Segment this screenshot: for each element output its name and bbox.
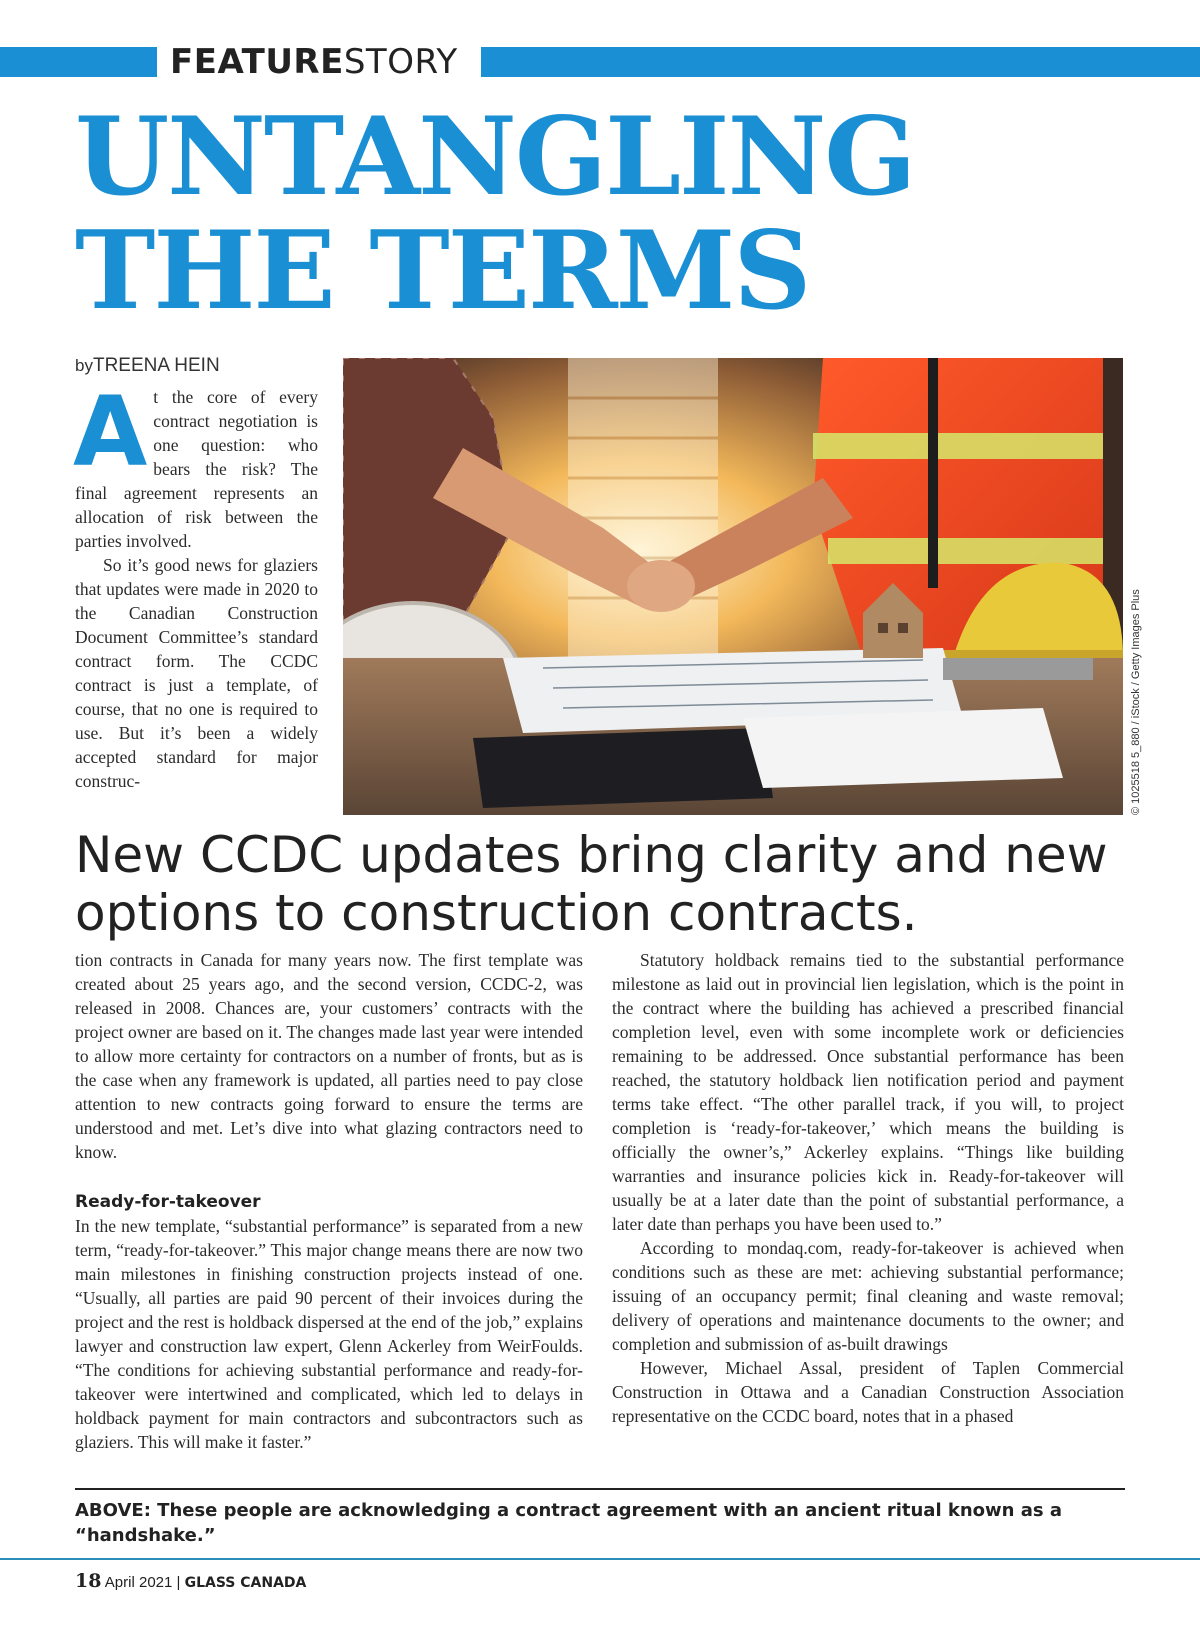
- kicker-light: STORY: [343, 42, 458, 82]
- footer-separator: |: [176, 1574, 181, 1591]
- section-subhead: Ready-for-takeover: [75, 1192, 261, 1212]
- page-number: 18: [75, 1570, 102, 1592]
- kicker-bold: FEATURE: [170, 42, 344, 82]
- headline-line-1: UNTANGLING: [75, 94, 915, 220]
- section-kicker: [170, 40, 458, 84]
- footer-rule: [0, 1558, 1200, 1560]
- handshake-photo-art: [343, 358, 1123, 815]
- body-right-paragraph-2: According to mondaq.com, ready-for-takeover is achieved when conditions such as these are met: achieving substantial performance; issuing of an occupancy permit; final cleaning and waste removal; delivery of operations and maintenance documents to the owner; and completion and submission of as-built drawings: [612, 1238, 1124, 1354]
- byline-author: TREENA HEIN: [92, 355, 220, 376]
- deck-subheadline: New CCDC updates bring clarity and new options to construction contracts.: [75, 826, 1108, 942]
- page-footer: [75, 1570, 306, 1592]
- issue-date: April 2021: [104, 1574, 173, 1591]
- header-band-left: [0, 47, 157, 77]
- drop-cap: A: [73, 376, 148, 488]
- byline: [75, 355, 220, 377]
- intro-paragraph-1: [73, 376, 318, 553]
- headline: [75, 94, 1075, 334]
- body-right-paragraph-1: Statutory holdback remains tied to the substantial performance milestone as laid out in provincial lien legislation, which is the point in the contract where the building has achieved a prescribed financial completion level, even with some incomplete work or deficiencies remaining to be addressed. Once substantial performance has been reached, the statutory holdback lien notification period and payment terms take effect. “The other parallel track, if you will, to project completion is ‘ready-for-takeover,’ which means the building is officially the owner’s,” Ackerley explains. “Things like building warranties and insurance policies kick in. Ready-for-takeover will usually be at a later date than the point of substantial performance, a later date than perhaps you have been used to.”: [612, 950, 1124, 1234]
- intro-paragraph-2: So it’s good news for glaziers that updates were made in 2020 to the Canadian Construction Document Committee’s standard contract form. The CCDC contract is just a template, of course, that no one is required to use. But it’s been a widely accepted standard for major construc-: [75, 555, 318, 791]
- intro-column: [73, 376, 318, 793]
- header-band-right: [481, 47, 1200, 77]
- handshake-photo: [343, 358, 1123, 815]
- headline-line-2: THE TERMS: [75, 208, 810, 334]
- caption-rule: [75, 1488, 1125, 1490]
- photo-caption: ABOVE: These people are acknowledging a contract agreement with an ancient ritual known as a “handshake.”: [75, 1500, 1063, 1546]
- byline-prefix: by: [75, 356, 93, 375]
- body-column-right: [612, 948, 1124, 1428]
- body-right-paragraph-3: However, Michael Assal, president of Taplen Commercial Construction in Ottawa and a Canadian Construction Association representative on the CCDC board, notes that in a phased: [612, 1358, 1124, 1426]
- body-column-left: [75, 948, 583, 1454]
- magazine-name: GLASS CANADA: [184, 1575, 307, 1591]
- body-left-paragraph-2: In the new template, “substantial performance” is separated from a new term, “ready-for-takeover.” This major change means there are now two main milestones in finishing construction projects instead of one. “Usually, all parties are paid 90 percent of their invoices during the project and the rest is holdback dispersed at the end of the job,” explains lawyer and construction law expert, Glenn Ackerley from WeirFoulds. “The conditions for achieving substantial performance and ready-for-takeover were intertwined and complicated, which led to delays in holdback payment for main contractors and subcontractors such as glaziers. This will make it faster.”: [75, 1216, 583, 1452]
- intro-paragraph-1-text: t the core of every contract negotiation is one question: who bears the risk? The final agreement represents an allocation of risk between the parties involved.: [75, 387, 318, 551]
- body-left-paragraph-1: tion contracts in Canada for many years now. The first template was created about 25 years ago, and the second version, CCDC-2, was released in 2008. Chances are, your customers’ contracts with the project owner are based on it. The changes made last year were intended to allow more certainty for contractors on a number of fronts, but as is the case when any framework is updated, all parties need to pay close attention to new contracts going forward to ensure the terms are understood and met. Let’s dive into what glazing contractors need to know.: [75, 950, 583, 1162]
